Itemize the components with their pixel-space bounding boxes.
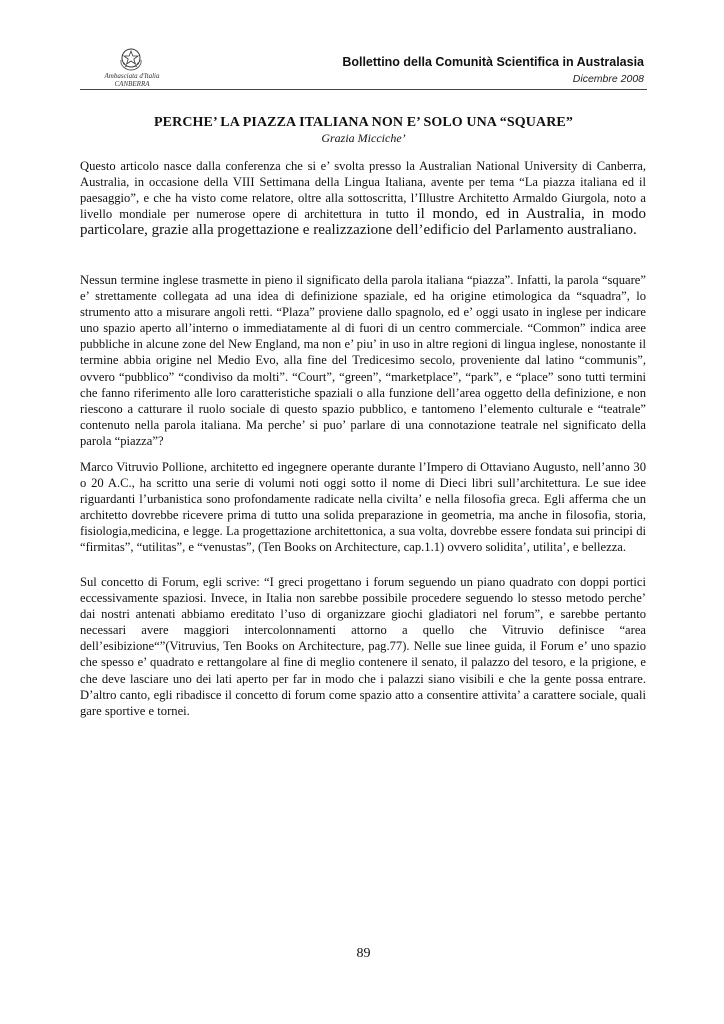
paragraph-intro-part1: Questo articolo nasce dalla conferenza che si e’ svolta presso la Australian National University di Canberra, Australia, in occasione della VIII Settimana della Lingua Italiana, avente per tema “La piazza italiana ed il paesaggio”, e che ha visto come relatore, oltre alla sottoscritta, l’Illustre Architetto Armaldo Giurgola, noto a livello mondiale per numerose opere di architettura in tutto [80,159,646,222]
paragraph-vitruvius: Marco Vitruvio Pollione, architetto ed ingegnere operante durante l’Impero di Ottaviano Augusto, nell’anno 30 o 20 A.C., ha scritto una serie di volumi noti oggi sotto il nome di Dieci libri sull’architettura. Le sue idee riguardanti l’urbanistica sono profondamente radicate nella civilta’ e nella filosofia greca. Egli afferma che un architetto dovrebbe ricevere prima di tutto una solida preparazione in geometria, ma anche in filosofia, storia, fisiologia,medicina, e legge. La progettazione architettonica, a sua volta, dovrebbe essere fondata sui principi di “firmitas”, “utilitas”, e “venustas”, (Ten Books on Architecture, cap.1.1) ovvero solidita’, utilita’, e bellezza. [80,460,646,555]
paragraph-terms: Nessun termine inglese trasmette in pieno il significato della parola italiana “piazza”. Infatti, la parola “square” e’ strettamente collegata ad una idea di definizione spaziale, ed ha origine etimologica da “squadra”, lo strumento atto a misurare angoli retti. “Plaza” proviene dallo spagnolo, ed e’ oggi usato in inglese per indicare uno spazio aperto all’interno o immediatamente al di fuori di un centro commerciale. “Common” indica aree pubbliche in alcune zone del New England, ma non e’ piu’ in uso in altre regioni di lingua inglese, nonostante il termine abbia origine nel Medio Evo, alla fine del Tredicesimo secolo, proveniente dal latino “communis”, ovvero “pubblico” “condiviso da molti”. “Court”, “green”, “marketplace”, “park”, e “place” sono tutti termini che fanno riferimento alle loro caratteristiche spaziali o alla funzione dell’area oggetto della definizione, e non riescono a catturare il ruolo sociale di questo spazio pubblico, e tantomeno l’elemento culturale e “teatrale” contenuto nella parola italiana. Ma perche’ si puo’ parlare di una connotazione teatrale nel significato della parola “piazza”? [80,273,646,448]
header-divider [80,89,647,90]
paragraph-intro [80,158,646,238]
article-author: Grazia Micciche’ [321,131,406,145]
paragraph-intro-part2: il mondo, ed in Australia, in modo particolare, grazie alla progettazione e realizzazione dell’edificio del Parlamento australiano. [80,206,646,239]
italian-republic-emblem-icon [116,46,146,72]
issue-date: Dicembre 2008 [572,73,644,85]
article-title: PERCHE’ LA PIAZZA ITALIANA NON E’ SOLO UNA “SQUARE” [154,115,573,130]
page-number: 89 [356,946,371,961]
emblem-caption-line1: Ambasciata d'Italia [104,72,160,80]
emblem-caption [96,72,168,88]
emblem-caption-line2: CANBERRA [114,80,150,88]
paragraph-forum: Sul concetto di Forum, egli scrive: “I greci progettano i forum seguendo un piano quadrato con doppi portici eccessivamente spaziosi. Invece, in Italia non sarebbe possibile procedere seguendo lo stesso metodo perche’ dai nostri antenati abbiamo ereditato l’uso di organizzare giochi gladiatori nel forum”, e sarebbe pertanto necessari avere maggiori intercolonnamenti attorno a quello che Vitruvio definisce “area dell’esibizione“”(Vitruvius, Ten Books on Architecture, pag.77). Nelle sue linee guida, il Forum e’ uno spazio che spesso e’ quadrato e rettangolare al fine di meglio contenere il senato, il palazzo del tesoro, e la prigione, e che deve lasciare uno dei lati aperto per far in modo che i palazzi siano visibili e che la gente possa entrare. D’altro canto, egli ribadisce il concetto di forum come spazio atto a consentire attivita’ a carattere sociale, quali gare sportive e tornei. [80,575,646,718]
bulletin-title: Bollettino della Comunità Scientifica in Australasia [342,55,644,69]
